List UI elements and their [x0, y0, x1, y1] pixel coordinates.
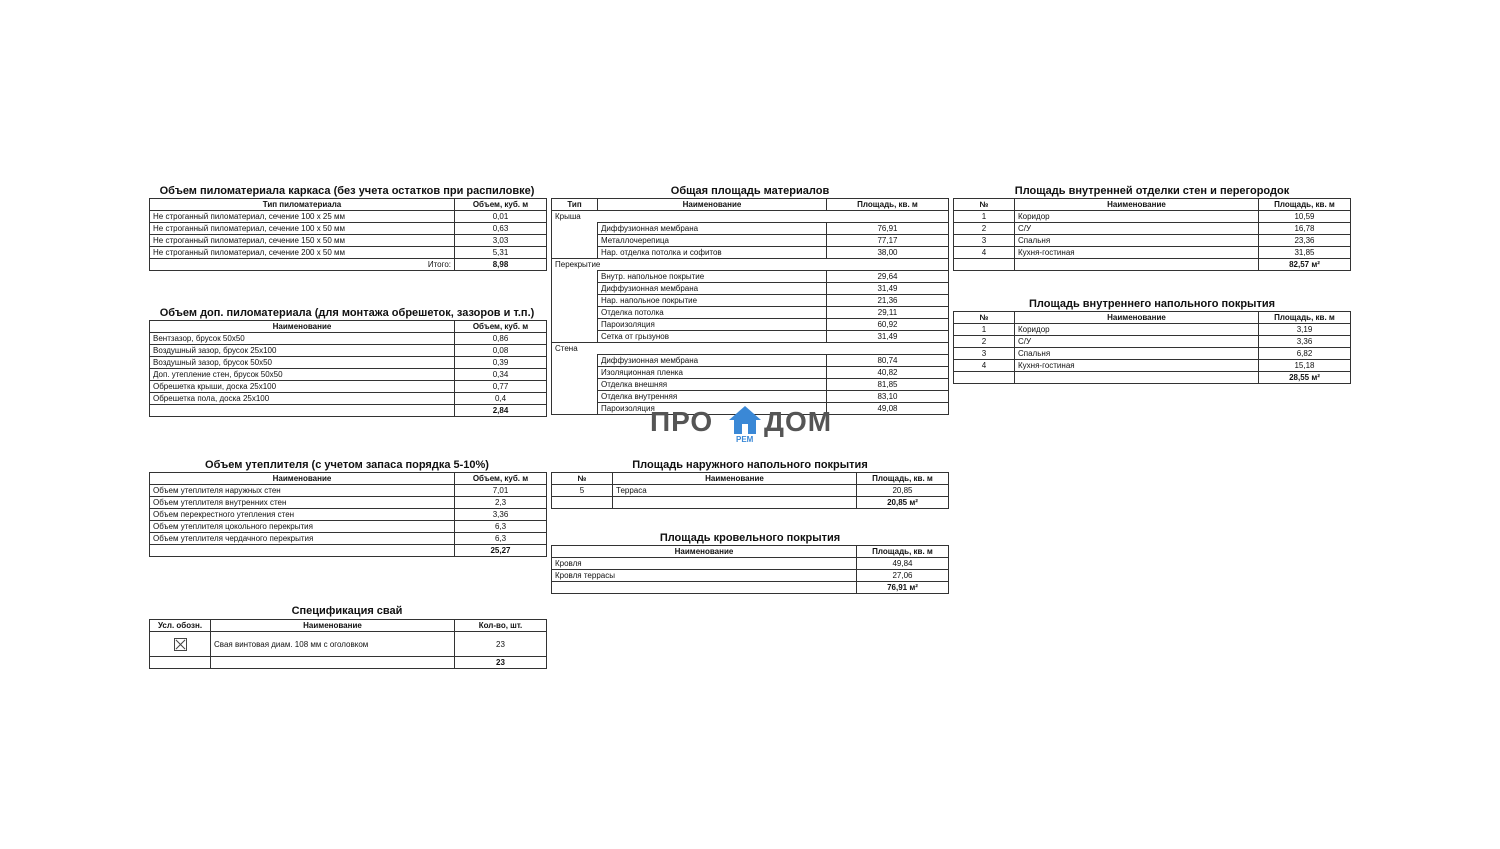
spacer-cell — [552, 295, 598, 307]
cell-value: 0,08 — [455, 345, 547, 357]
empty-cell — [552, 497, 613, 509]
roof-title: Площадь кровельного покрытия — [659, 532, 841, 544]
cell-value: 49,08 — [827, 403, 949, 415]
cell-name: Не строганный пиломатериал, сечение 200 х 50 мм — [150, 247, 455, 259]
cell-value: 3,36 — [1259, 336, 1351, 348]
table-row — [150, 223, 547, 235]
table-row — [150, 533, 547, 545]
table-header-row — [552, 199, 949, 211]
cell-name: Пароизоляция — [598, 403, 827, 415]
piles-title: Спецификация свай — [291, 605, 403, 617]
cell-no: 1 — [954, 324, 1015, 336]
table-row — [552, 331, 949, 343]
total-row — [954, 372, 1351, 384]
total-row — [150, 545, 547, 557]
pile-cross-icon — [174, 638, 187, 651]
cell-name: Кровля — [552, 558, 857, 570]
walls-title: Площадь внутренней отделки стен и перегородок — [1014, 185, 1290, 197]
col-header: Наименование — [211, 620, 455, 632]
cell-value: 0,34 — [455, 369, 547, 381]
insul-table — [149, 472, 547, 557]
cell-value: 6,3 — [455, 521, 547, 533]
cell-no: 1 — [954, 211, 1015, 223]
cell-value: 0,4 — [455, 393, 547, 405]
cell-value: 60,92 — [827, 319, 949, 331]
table-row — [150, 333, 547, 345]
cell-no: 2 — [954, 223, 1015, 235]
cell-value: 0,39 — [455, 357, 547, 369]
cell-no: 3 — [954, 348, 1015, 360]
table-row — [552, 485, 949, 497]
cell-value: 16,78 — [1259, 223, 1351, 235]
cell-name: Воздушный зазор, брусок 50х50 — [150, 357, 455, 369]
cell-value: 76,91 — [827, 223, 949, 235]
cell-name: Объем утеплителя внутренних стен — [150, 497, 455, 509]
indoor-floor-table — [953, 311, 1351, 384]
group-row — [552, 259, 949, 271]
cell-name: Металлочерепица — [598, 235, 827, 247]
cell-name: Вентзазор, брусок 50х50 — [150, 333, 455, 345]
col-header: Кол-во, шт. — [455, 620, 547, 632]
spacer-cell — [552, 379, 598, 391]
total-row — [954, 259, 1351, 271]
cell-name: Спальня — [1015, 348, 1259, 360]
insul-title: Объем утеплителя (с учетом запаса порядка 5-10%) — [205, 459, 489, 471]
cell-name: Коридор — [1015, 324, 1259, 336]
table-row — [552, 271, 949, 283]
table-row — [954, 223, 1351, 235]
cell-value: 10,59 — [1259, 211, 1351, 223]
total-value: 8,98 — [455, 259, 547, 271]
col-header: Усл. обозн. — [150, 620, 211, 632]
cell-value: 31,49 — [827, 331, 949, 343]
cell-value: 77,17 — [827, 235, 949, 247]
group-row — [552, 343, 949, 355]
table-header-row — [150, 321, 547, 333]
table-header-row — [954, 199, 1351, 211]
cell-name: Отделка потолка — [598, 307, 827, 319]
cell-value: 6,82 — [1259, 348, 1351, 360]
cell-value: 0,63 — [455, 223, 547, 235]
group-row — [552, 211, 949, 223]
frame-table — [149, 198, 547, 271]
empty-cell — [954, 259, 1015, 271]
cell-name: Воздушный зазор, брусок 25х100 — [150, 345, 455, 357]
cell-name: Отделка внешняя — [598, 379, 827, 391]
col-header: Наименование — [613, 473, 857, 485]
spacer-cell — [552, 319, 598, 331]
table-row — [954, 360, 1351, 372]
cell-name: Отделка внутренняя — [598, 391, 827, 403]
table-row — [954, 348, 1351, 360]
spacer-cell — [552, 235, 598, 247]
cell-no: 4 — [954, 360, 1015, 372]
col-header: Наименование — [1015, 312, 1259, 324]
cell-value: 31,85 — [1259, 247, 1351, 259]
cell-value: 0,77 — [455, 381, 547, 393]
cell-name: Нар. напольное покрытие — [598, 295, 827, 307]
spacer-cell — [552, 331, 598, 343]
logo-subtext: РЕМ — [736, 435, 754, 444]
cell-value: 38,00 — [827, 247, 949, 259]
col-header: Наименование — [150, 473, 455, 485]
empty-cell — [1015, 259, 1259, 271]
table-row — [552, 570, 949, 582]
col-header: Наименование — [1015, 199, 1259, 211]
table-row — [552, 319, 949, 331]
cell-name: Изоляционная пленка — [598, 367, 827, 379]
col-header: № — [954, 199, 1015, 211]
table-row — [150, 509, 547, 521]
total-value: 25,27 — [455, 545, 547, 557]
total-value: 20,85 м² — [857, 497, 949, 509]
extra-table — [149, 320, 547, 417]
table-row — [552, 307, 949, 319]
cell-value: 7,01 — [455, 485, 547, 497]
indoor-floor-title: Площадь внутреннего напольного покрытия — [1028, 298, 1276, 310]
cell-name: Свая винтовая диам. 108 мм с оголовком — [211, 632, 455, 657]
cell-value: 20,85 — [857, 485, 949, 497]
cell-name: Кухня-гостиная — [1015, 247, 1259, 259]
cell-value: 6,3 — [455, 533, 547, 545]
total-value: 82,57 м² — [1259, 259, 1351, 271]
cell-name: Диффузионная мембрана — [598, 223, 827, 235]
cell-name: Пароизоляция — [598, 319, 827, 331]
brand-logo — [650, 402, 850, 448]
table-row — [552, 283, 949, 295]
cell-value: 29,11 — [827, 307, 949, 319]
walls-table — [953, 198, 1351, 271]
cell-name: Спальня — [1015, 235, 1259, 247]
table-row — [552, 295, 949, 307]
total-value: 76,91 м² — [857, 582, 949, 594]
table-row — [954, 324, 1351, 336]
col-header: Площадь, кв. м — [857, 546, 949, 558]
col-header: Площадь, кв. м — [1259, 312, 1351, 324]
total-row — [150, 259, 547, 271]
table-row — [150, 393, 547, 405]
table-row — [150, 345, 547, 357]
total-value: 28,55 м² — [1259, 372, 1351, 384]
empty-cell — [954, 372, 1015, 384]
total-row — [150, 405, 547, 417]
cell-name: Обрешетка крыши, доска 25х100 — [150, 381, 455, 393]
col-header: Площадь, кв. м — [827, 199, 949, 211]
spacer-cell — [552, 271, 598, 283]
col-header: Объем, куб. м — [455, 321, 547, 333]
total-row — [552, 582, 949, 594]
cell-value: 3,36 — [455, 509, 547, 521]
table-row — [150, 521, 547, 533]
materials-title: Общая площадь материалов — [670, 185, 830, 197]
table-row — [150, 357, 547, 369]
col-header: № — [954, 312, 1015, 324]
cell-no: 5 — [552, 485, 613, 497]
table-row — [150, 211, 547, 223]
col-header: № — [552, 473, 613, 485]
house-icon — [728, 405, 762, 435]
total-label: Итого: — [150, 259, 455, 271]
cell-name: Кухня-гостиная — [1015, 360, 1259, 372]
cell-no: 3 — [954, 235, 1015, 247]
cell-value: 5,31 — [455, 247, 547, 259]
cell-value: 31,49 — [827, 283, 949, 295]
spacer-cell — [552, 247, 598, 259]
cell-name: Терраса — [613, 485, 857, 497]
cell-value: 3,19 — [1259, 324, 1351, 336]
spacer-cell — [552, 355, 598, 367]
cell-no: 2 — [954, 336, 1015, 348]
cell-name: Объем утеплителя наружных стен — [150, 485, 455, 497]
cell-value: 40,82 — [827, 367, 949, 379]
table-row — [552, 355, 949, 367]
table-header-row — [150, 473, 547, 485]
table-header-row — [552, 546, 949, 558]
cell-name: Нар. отделка потолка и софитов — [598, 247, 827, 259]
cell-name: Диффузионная мембрана — [598, 355, 827, 367]
cell-value: 0,86 — [455, 333, 547, 345]
spacer-cell — [552, 391, 598, 403]
cell-name: Объем перекрестного утепления стен — [150, 509, 455, 521]
col-header: Наименование — [598, 199, 827, 211]
total-value: 2,84 — [455, 405, 547, 417]
table-row — [552, 379, 949, 391]
total-row — [150, 657, 547, 669]
col-header: Наименование — [150, 321, 455, 333]
spacer-cell — [552, 403, 598, 415]
cell-value: 29,64 — [827, 271, 949, 283]
cell-value: 83,10 — [827, 391, 949, 403]
table-row — [552, 367, 949, 379]
cell-name: Не строганный пиломатериал, сечение 100 х 50 мм — [150, 223, 455, 235]
group-label: Крыша — [552, 211, 949, 223]
cell-value: 0,01 — [455, 211, 547, 223]
table-row — [150, 497, 547, 509]
cell-name: С/У — [1015, 223, 1259, 235]
table-row — [552, 235, 949, 247]
cell-value: 27,06 — [857, 570, 949, 582]
cell-value: 3,03 — [455, 235, 547, 247]
cell-value: 81,85 — [827, 379, 949, 391]
extra-title: Объем доп. пиломатериала (для монтажа обрешеток, зазоров и т.п.) — [159, 307, 535, 319]
outdoor-floor-table — [551, 472, 949, 509]
table-row — [954, 235, 1351, 247]
cell-name: Не строганный пиломатериал, сечение 100 х 25 мм — [150, 211, 455, 223]
col-header: Тип — [552, 199, 598, 211]
col-header: Объем, куб. м — [455, 199, 547, 211]
materials-table — [551, 198, 949, 415]
col-header: Наименование — [552, 546, 857, 558]
outdoor-floor-title: Площадь наружного напольного покрытия — [632, 459, 868, 471]
cell-value: 80,74 — [827, 355, 949, 367]
table-row — [954, 336, 1351, 348]
table-header-row — [552, 473, 949, 485]
table-row — [954, 211, 1351, 223]
empty-cell — [211, 657, 455, 669]
col-header: Тип пиломатериала — [150, 199, 455, 211]
empty-cell — [552, 582, 857, 594]
spacer-cell — [552, 223, 598, 235]
col-header: Площадь, кв. м — [1259, 199, 1351, 211]
roof-table — [551, 545, 949, 594]
cell-name: Объем утеплителя чердачного перекрытия — [150, 533, 455, 545]
cell-name: Кровля террасы — [552, 570, 857, 582]
cell-value: 23,36 — [1259, 235, 1351, 247]
spacer-cell — [552, 367, 598, 379]
cell-name: Не строганный пиломатериал, сечение 150 х 50 мм — [150, 235, 455, 247]
table-row — [954, 247, 1351, 259]
table-row — [552, 223, 949, 235]
cell-value: 23 — [455, 632, 547, 657]
cell-name: Обрешетка пола, доска 25х100 — [150, 393, 455, 405]
cell-name: Объем утеплителя цокольного перекрытия — [150, 521, 455, 533]
table-row — [150, 381, 547, 393]
table-row — [552, 391, 949, 403]
symbol-cell — [150, 632, 211, 657]
cell-no: 4 — [954, 247, 1015, 259]
table-header-row — [150, 199, 547, 211]
cell-value: 21,36 — [827, 295, 949, 307]
spacer-cell — [552, 307, 598, 319]
group-label: Стена — [552, 343, 949, 355]
empty-cell — [150, 545, 455, 557]
empty-cell — [613, 497, 857, 509]
cell-name: Внутр. напольное покрытие — [598, 271, 827, 283]
cell-name: Сетка от грызунов — [598, 331, 827, 343]
cell-name: Коридор — [1015, 211, 1259, 223]
table-header-row — [954, 312, 1351, 324]
empty-cell — [1015, 372, 1259, 384]
col-header: Площадь, кв. м — [857, 473, 949, 485]
table-header-row — [150, 620, 547, 632]
table-row — [150, 632, 547, 657]
piles-table — [149, 619, 547, 669]
table-row — [150, 235, 547, 247]
table-row — [150, 247, 547, 259]
group-label: Перекрытие — [552, 259, 949, 271]
frame-title: Объем пиломатериала каркаса (без учета остатков при распиловке) — [159, 185, 535, 197]
cell-value: 2,3 — [455, 497, 547, 509]
table-row — [150, 369, 547, 381]
logo-text-left: ПРО — [650, 406, 714, 437]
table-row — [150, 485, 547, 497]
cell-name: С/У — [1015, 336, 1259, 348]
cell-name: Диффузионная мембрана — [598, 283, 827, 295]
table-row — [552, 247, 949, 259]
cell-name: Доп. утепление стен, брусок 50х50 — [150, 369, 455, 381]
table-row — [552, 558, 949, 570]
total-value: 23 — [455, 657, 547, 669]
cell-value: 15,18 — [1259, 360, 1351, 372]
empty-cell — [150, 657, 211, 669]
empty-cell — [150, 405, 455, 417]
spacer-cell — [552, 283, 598, 295]
total-row — [552, 497, 949, 509]
col-header: Объем, куб. м — [455, 473, 547, 485]
cell-value: 49,84 — [857, 558, 949, 570]
logo-text-right: ДОМ — [764, 406, 833, 437]
